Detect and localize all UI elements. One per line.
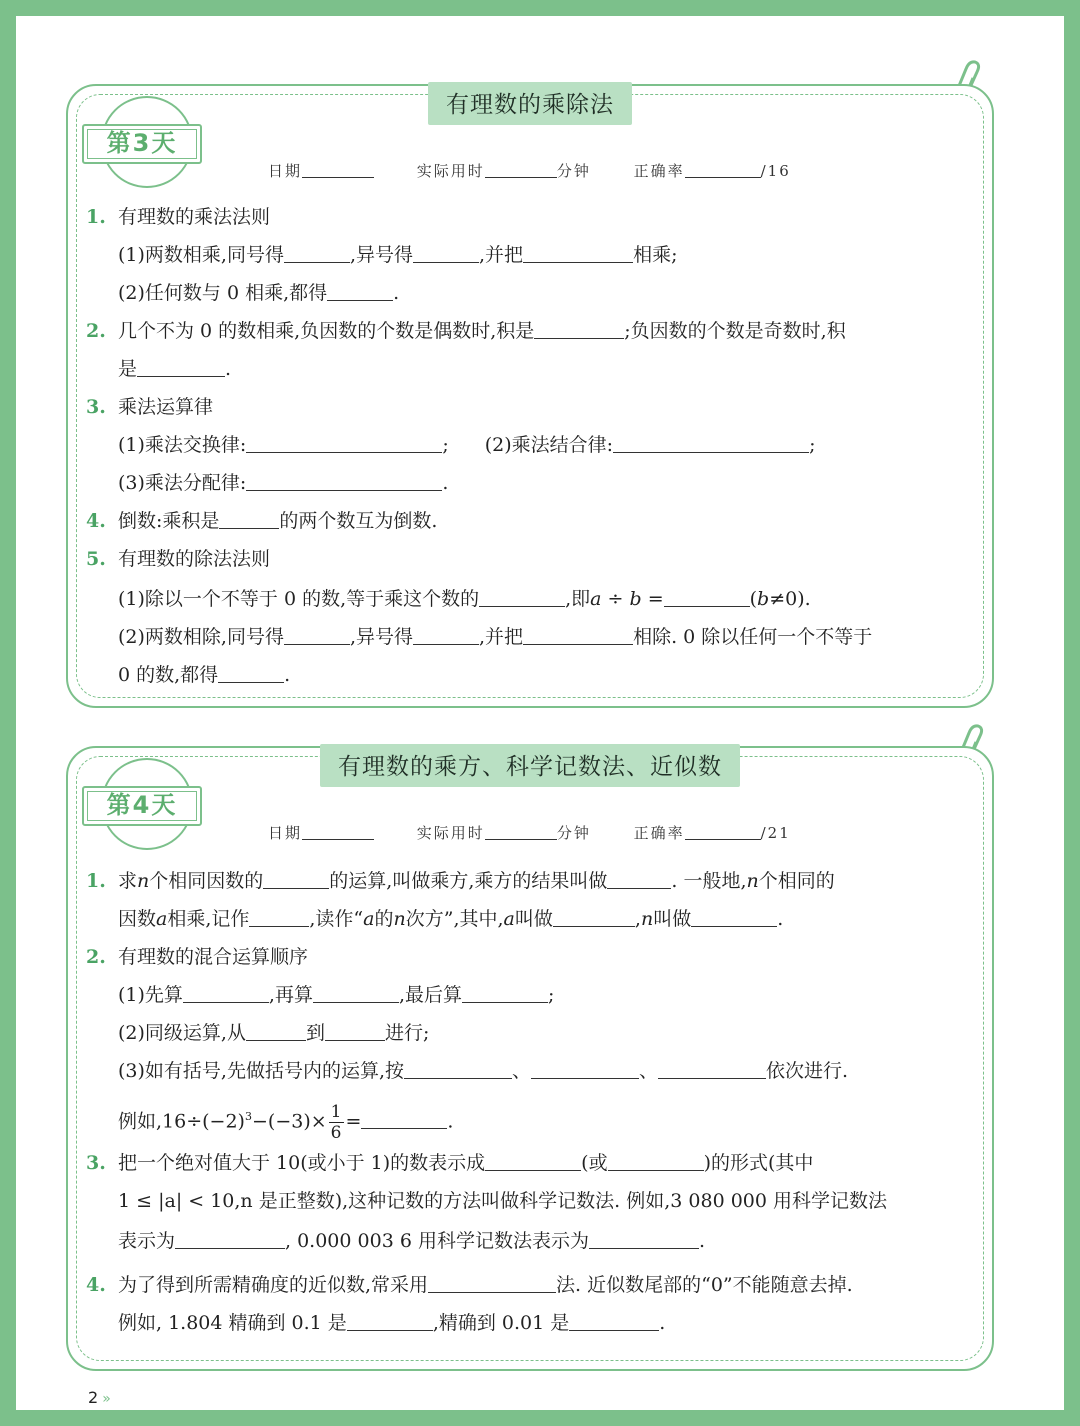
numerator: 1 [330,1101,342,1122]
text: 是 [118,358,138,380]
text: . [393,282,400,304]
answer-blank[interactable] [608,1150,704,1171]
answer-blank[interactable] [523,624,633,645]
minute-label: 分钟 [556,824,591,842]
question-2-part-3 [86,1058,974,1084]
question-3 [86,394,974,420]
text: (1)乘法交换律: [118,434,247,456]
text: ; [442,434,449,456]
text: 因数 [118,908,157,930]
answer-blank[interactable] [485,1150,581,1171]
denominator: 6 [330,1122,342,1143]
question-3-cont [86,1188,974,1214]
answer-blank[interactable] [658,1058,766,1079]
day-label: 第3天 [82,124,202,164]
answer-blank[interactable] [347,1310,433,1331]
time-blank[interactable] [485,823,557,840]
text: (或 [581,1152,608,1174]
text: (1)除以一个不等于 0 的数,等于乘这个数的 [118,588,480,610]
text: ,异号得 [349,244,414,266]
text: (1)先算 [118,984,183,1006]
text: , [634,908,641,930]
text: 的两个数互为倒数. [279,510,438,532]
accuracy-total: /21 [760,824,791,842]
variable: a [363,908,375,930]
text: ,异号得 [349,626,414,648]
time-label: 实际用时 [416,824,485,842]
answer-blank[interactable] [404,1058,512,1079]
question-number: 1. [86,870,106,892]
question-number: 4. [86,510,106,532]
text: ,最后算 [398,984,463,1006]
text: . [659,1312,666,1334]
answer-blank[interactable] [607,868,671,889]
date-label: 日期 [268,824,303,842]
text: ,并把 [479,244,524,266]
text: (2)两数相除,同号得 [118,626,284,648]
time-blank[interactable] [485,161,557,178]
answer-blank[interactable] [218,662,284,683]
text: . [442,472,449,494]
question-3-cont-2 [86,1228,974,1254]
text: , 0.000 003 6 用科学记数法表示为 [285,1230,589,1252]
text: )的形式(其中 [703,1152,814,1174]
question-number: 3. [86,1152,106,1174]
variable: n [746,870,759,892]
text: ,再算 [268,984,313,1006]
text: . [777,908,784,930]
text: 的 [374,908,394,930]
answer-blank[interactable] [284,624,350,645]
text: 求 [118,870,138,892]
double-arrow-icon: » [102,1391,111,1407]
question-1 [86,204,974,230]
text: 到 [305,1022,325,1044]
text: 为了得到所需精确度的近似数,常采用 [118,1274,429,1296]
text: . 一般地, [671,870,747,892]
text: (2)任何数与 0 相乘,都得 [118,282,328,304]
text: . [698,1230,706,1252]
text: 、 [512,1060,532,1082]
variable: a [503,908,515,930]
question-4-cont [86,1310,974,1336]
answer-blank[interactable] [569,1310,659,1331]
answer-blank[interactable] [531,1058,639,1079]
text: 例如,16÷(−2) [118,1110,245,1133]
text: 倒数:乘积是 [118,510,220,532]
answer-blank[interactable] [325,1020,385,1041]
question-2 [86,318,974,344]
text: ; [548,984,555,1006]
text: ,即 [565,588,591,610]
text: (3)乘法分配律: [118,472,247,494]
accuracy-blank[interactable] [685,161,761,178]
question-number: 1. [86,206,106,228]
answer-blank[interactable] [413,624,479,645]
text: 个相同的 [758,870,835,892]
text: (3)如有括号,先做括号内的运算,按 [118,1060,404,1082]
answer-blank[interactable] [462,982,548,1003]
day-4-card [66,746,994,1371]
question-text: 有理数的混合运算顺序 [118,946,309,968]
answer-blank[interactable] [137,356,225,377]
answer-blank[interactable] [246,1020,306,1041]
text: −(−3)× [251,1110,327,1133]
text: . [225,358,232,380]
text: (2)同级运算,从 [118,1022,246,1044]
text: (2)乘法结合律: [484,434,614,456]
variable: a [156,908,168,930]
variable: n [137,870,150,892]
answer-blank[interactable] [428,1272,556,1293]
answer-blank[interactable] [691,906,777,927]
day-badge [82,758,212,858]
text: (1)两数相乘,同号得 [118,244,284,266]
question-text: 有理数的乘法法则 [118,206,271,228]
answer-blank[interactable] [246,470,442,491]
text: 、 [639,1060,659,1082]
question-3-part-3 [86,470,974,496]
answer-blank[interactable] [613,432,809,453]
info-line [268,160,791,181]
variable: n [640,908,654,930]
minute-label: 分钟 [556,162,591,180]
answer-blank[interactable] [263,868,329,889]
question-5-part-3 [86,662,974,688]
text: = [345,1110,362,1133]
text: ( [749,588,758,610]
question-5-part-1 [86,586,974,612]
accuracy-total: /16 [760,162,791,180]
question-2-example [86,1094,974,1144]
text: ,精确到 0.01 是 [432,1312,570,1334]
text: 依次进行. [766,1060,849,1082]
answer-blank[interactable] [327,280,393,301]
formula: a ÷ b = [590,588,664,610]
accuracy-blank[interactable] [685,823,761,840]
answer-blank[interactable] [219,508,279,529]
text: . [284,664,291,686]
text: 例如, 1.804 精确到 0.1 是 [118,1312,347,1334]
question-2-part-1 [86,982,974,1008]
day-badge [82,96,212,196]
answer-blank[interactable] [523,242,633,263]
answer-blank[interactable] [313,982,399,1003]
text: 的运算,叫做乘方,乘方的结果叫做 [329,870,608,892]
answer-blank[interactable] [175,1228,285,1249]
variable: b [757,588,770,610]
answer-blank[interactable] [413,242,479,263]
page-number-text: 2 [88,1388,99,1407]
accuracy-label: 正确率 [633,824,685,842]
question-5-part-2 [86,624,974,650]
text: ; [809,434,816,456]
text: 相除. 0 除以任何一个不等于 [633,626,873,648]
text: ,读作“ [309,908,364,930]
text: 个相同因数的 [149,870,264,892]
question-number: 3. [86,396,106,418]
text: 几个不为 0 的数相乘,负因数的个数是偶数时,积是 [118,320,535,342]
text: 0 的数,都得 [118,664,219,686]
answer-blank[interactable] [589,1228,699,1249]
text: 相乘,记作 [167,908,250,930]
question-text: 有理数的除法法则 [118,548,271,570]
answer-blank[interactable] [249,906,309,927]
day-label: 第4天 [82,786,202,826]
text: 叫做 [514,908,553,930]
answer-blank[interactable] [553,906,635,927]
question-2 [86,944,974,970]
time-label: 实际用时 [416,162,485,180]
question-text: 乘法运算律 [118,396,214,418]
question-4 [86,508,974,534]
answer-blank[interactable] [246,432,442,453]
text: ≠0). [769,588,811,610]
text: 法. 近似数尾部的“0”不能随意去掉. [556,1274,853,1296]
fraction [329,1102,344,1143]
info-line [268,822,791,843]
question-1 [86,868,974,894]
text: 把一个绝对值大于 10(或小于 1)的数表示成 [118,1152,486,1174]
text: ;负因数的个数是奇数时,积 [624,320,846,342]
variable: n [393,908,406,930]
question-5 [86,546,974,572]
question-4 [86,1272,974,1298]
question-number: 5. [86,548,106,570]
question-2-part-2 [86,1020,974,1046]
question-3-part-1 [86,432,974,458]
question-number: 2. [86,320,106,342]
answer-blank[interactable] [664,586,750,607]
text: 1 ≤ |a| < 10,n 是正整数),这种记数的方法叫做科学记数法. 例如,3 080 000 用科学记数法 [118,1190,888,1212]
question-1-part-1 [86,242,974,268]
question-1-part-2 [86,280,974,306]
text: . [447,1110,454,1133]
question-2-cont [86,356,974,382]
text: 进行; [384,1022,430,1044]
text: 表示为 [118,1230,176,1252]
day-3-card [66,84,994,708]
answer-blank[interactable] [183,982,269,1003]
date-blank[interactable] [302,161,374,178]
page-number [88,1388,111,1407]
answer-blank[interactable] [284,242,350,263]
exponent: 3 [244,1110,252,1123]
question-number: 2. [86,946,106,968]
question-3 [86,1150,974,1176]
question-1-cont [86,906,974,932]
text: ,并把 [479,626,524,648]
answer-blank[interactable] [479,586,565,607]
text: 次方”,其中, [405,908,504,930]
question-number: 4. [86,1274,106,1296]
answer-blank[interactable] [534,318,624,339]
answer-blank[interactable] [361,1108,447,1129]
section-title: 有理数的乘除法 [428,82,632,125]
text: 叫做 [653,908,692,930]
section-title: 有理数的乘方、科学记数法、近似数 [320,744,740,787]
date-label: 日期 [268,162,303,180]
accuracy-label: 正确率 [633,162,685,180]
date-blank[interactable] [302,823,374,840]
text: 相乘; [633,244,678,266]
